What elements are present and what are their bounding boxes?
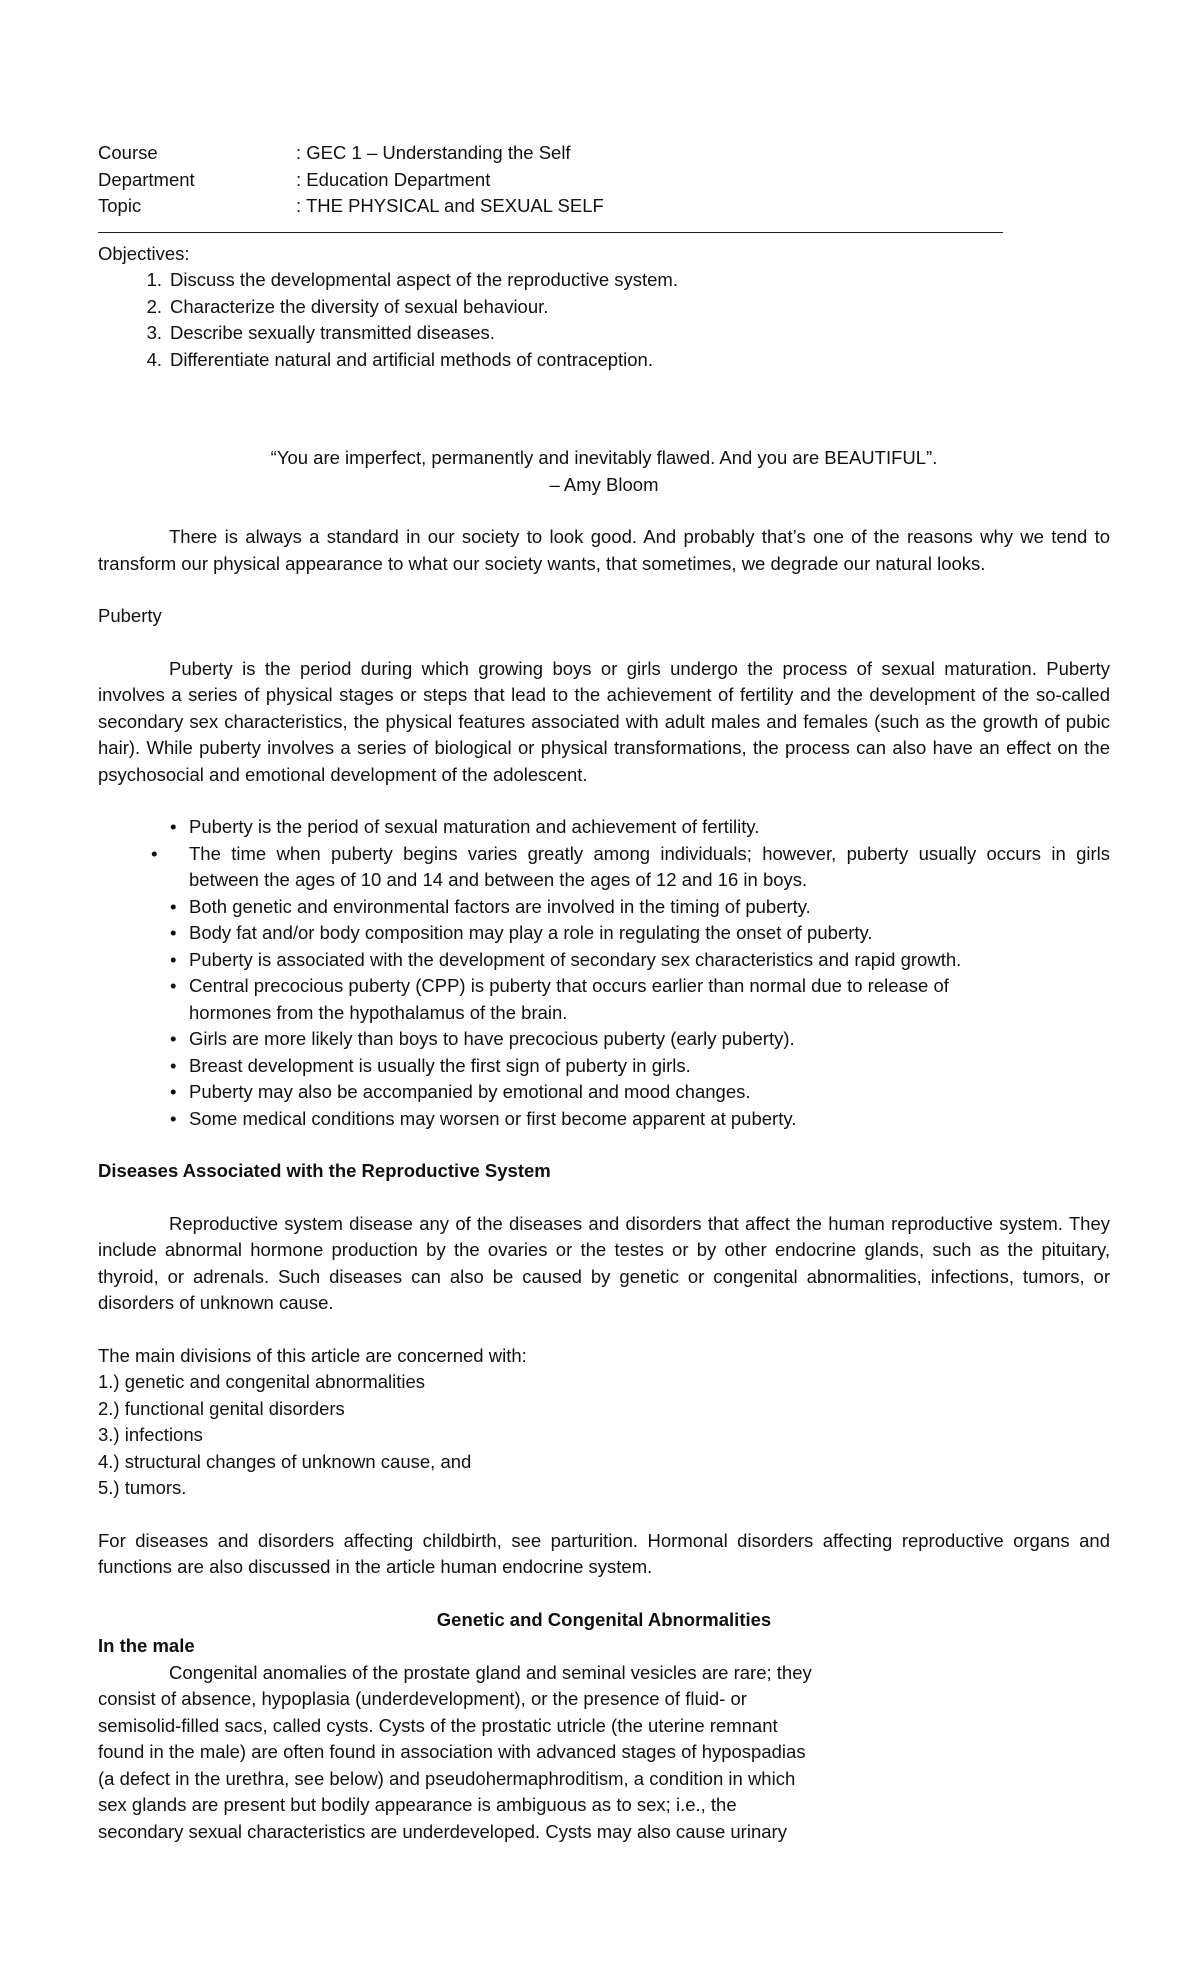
- bullet-item: • Some medical conditions may worsen or first become apparent at puberty.: [170, 1107, 797, 1129]
- objectives-heading: Objectives:: [98, 242, 190, 264]
- course-value: : GEC 1 – Understanding the Self: [296, 142, 571, 163]
- topic-row: [98, 193, 1110, 220]
- genetic-paragraph: [98, 1660, 1110, 1846]
- bullet-item: • Puberty may also be accompanied by emotional and mood changes.: [170, 1081, 751, 1102]
- bullet-item: • Puberty is associated with the development of secondary sex characteristics and rapid growth.: [170, 948, 962, 970]
- text-line: secondary sexual characteristics are underdeveloped. Cysts may also cause urinary: [98, 1820, 787, 1842]
- bullet-item: • Both genetic and environmental factors are involved in the timing of puberty.: [170, 895, 811, 917]
- department-row: [98, 167, 1110, 194]
- objective-item: 2. Characterize the diversity of sexual behaviour.: [146, 295, 549, 317]
- puberty-bullet-list: [151, 814, 1110, 1132]
- course-header: [98, 140, 1110, 220]
- bullet-item: • Central precocious puberty (CPP) is puberty that occurs earlier than normal due to release of hormones from the hypothalamus of the brain.: [170, 975, 949, 1023]
- bullet-item: • Girls are more likely than boys to have precocious puberty (early puberty).: [170, 1028, 795, 1049]
- bullet-item: • Body fat and/or body composition may play a role in regulating the onset of puberty.: [170, 922, 873, 943]
- bullet-item: • Puberty is the period of sexual maturation and achievement of fertility.: [170, 816, 760, 837]
- divisions-intro: The main divisions of this article are concerned with:: [98, 1344, 527, 1366]
- genetic-heading: Genetic and Congenital Abnormalities: [436, 1608, 772, 1630]
- in-the-male-subheading: In the male: [98, 1635, 195, 1656]
- text-line: Congenital anomalies of the prostate gland and seminal vesicles are rare; they: [169, 1661, 812, 1683]
- topic-label: Topic: [98, 195, 142, 216]
- topic-value: : THE PHYSICAL and SEXUAL SELF: [296, 195, 604, 216]
- department-label: Department: [98, 168, 195, 190]
- text-line: consist of absence, hypoplasia (underdevelopment), or the presence of fluid- or: [98, 1688, 747, 1709]
- text-line: semisolid-filled sacs, called cysts. Cysts of the prostatic utricle (the uterine remnant: [98, 1714, 778, 1736]
- text-line: sex glands are present but bodily appearance is ambiguous as to sex; i.e., the: [98, 1794, 737, 1815]
- department-value: : Education Department: [296, 168, 491, 190]
- document-page: [98, 140, 1110, 1845]
- bullet-item: • The time when puberty begins varies greatly among individuals; however, puberty usually occurs in girls between the ages of 10 and 14 and between the ages of 12 and 16 in boys.: [151, 842, 1110, 890]
- division-item: 2.) functional genital disorders: [98, 1397, 345, 1419]
- puberty-heading: Puberty: [98, 605, 162, 626]
- puberty-paragraph: Puberty is the period during which growing boys or girls undergo the process of sexual maturation. Puberty involves a series of physical stages or steps that lead to the achievement of fertility and the development of the so-called secondary sex characteristics, the physical features associated with adult males and females (such as the growth of pubic hair). While puberty involves a series of biological or physical transformations, the process can also have an effect on the psychosocial and emotional development of the adolescent.: [98, 657, 1110, 785]
- horizontal-rule: [98, 220, 1003, 233]
- diseases-heading: Diseases Associated with the Reproductive System: [98, 1160, 551, 1181]
- course-row: [98, 140, 1110, 167]
- division-item: 1.) genetic and congenital abnormalities: [98, 1371, 426, 1392]
- division-item: 4.) structural changes of unknown cause, and: [98, 1450, 472, 1472]
- quote-author: – Amy Bloom: [549, 473, 659, 495]
- bullet-item: • Breast development is usually the first sign of puberty in girls.: [170, 1054, 691, 1076]
- quote-text: “You are imperfect, permanently and inevitably flawed. And you are BEAUTIFUL”.: [270, 447, 938, 468]
- text-line: (a defect in the urethra, see below) and pseudohermaphroditism, a condition in which: [98, 1767, 796, 1789]
- division-item: 5.) tumors.: [98, 1477, 187, 1498]
- divisions-list: [98, 1369, 1110, 1502]
- course-label: Course: [98, 142, 158, 163]
- see-also-paragraph: For diseases and disorders affecting childbirth, see parturition. Hormonal disorders affecting reproductive organs and functions are also discussed in the article human endocrine system.: [98, 1529, 1110, 1577]
- objectives-list: [98, 267, 1110, 373]
- text-line: found in the male) are often found in association with advanced stages of hypospadias: [98, 1741, 806, 1762]
- objective-item: 3. Describe sexually transmitted diseases.: [146, 322, 495, 343]
- division-item: 3.) infections: [98, 1424, 203, 1445]
- diseases-paragraph: Reproductive system disease any of the diseases and disorders that affect the human reproductive system. They include abnormal hormone production by the ovaries or the testes or by other endocrine glands, such as the pituitary, thyroid, or adrenals. Such diseases can also be caused by genetic or congenital abnormalities, infections, tumors, or disorders of unknown cause.: [98, 1212, 1110, 1313]
- intro-paragraph: There is always a standard in our society to look good. And probably that’s one of the reasons why we tend to transform our physical appearance to what our society wants, that sometimes, we degrade our natural looks.: [98, 526, 1110, 574]
- objective-item: 4. Differentiate natural and artificial methods of contraception.: [146, 348, 653, 370]
- objective-item: 1. Discuss the developmental aspect of the reproductive system.: [146, 269, 678, 290]
